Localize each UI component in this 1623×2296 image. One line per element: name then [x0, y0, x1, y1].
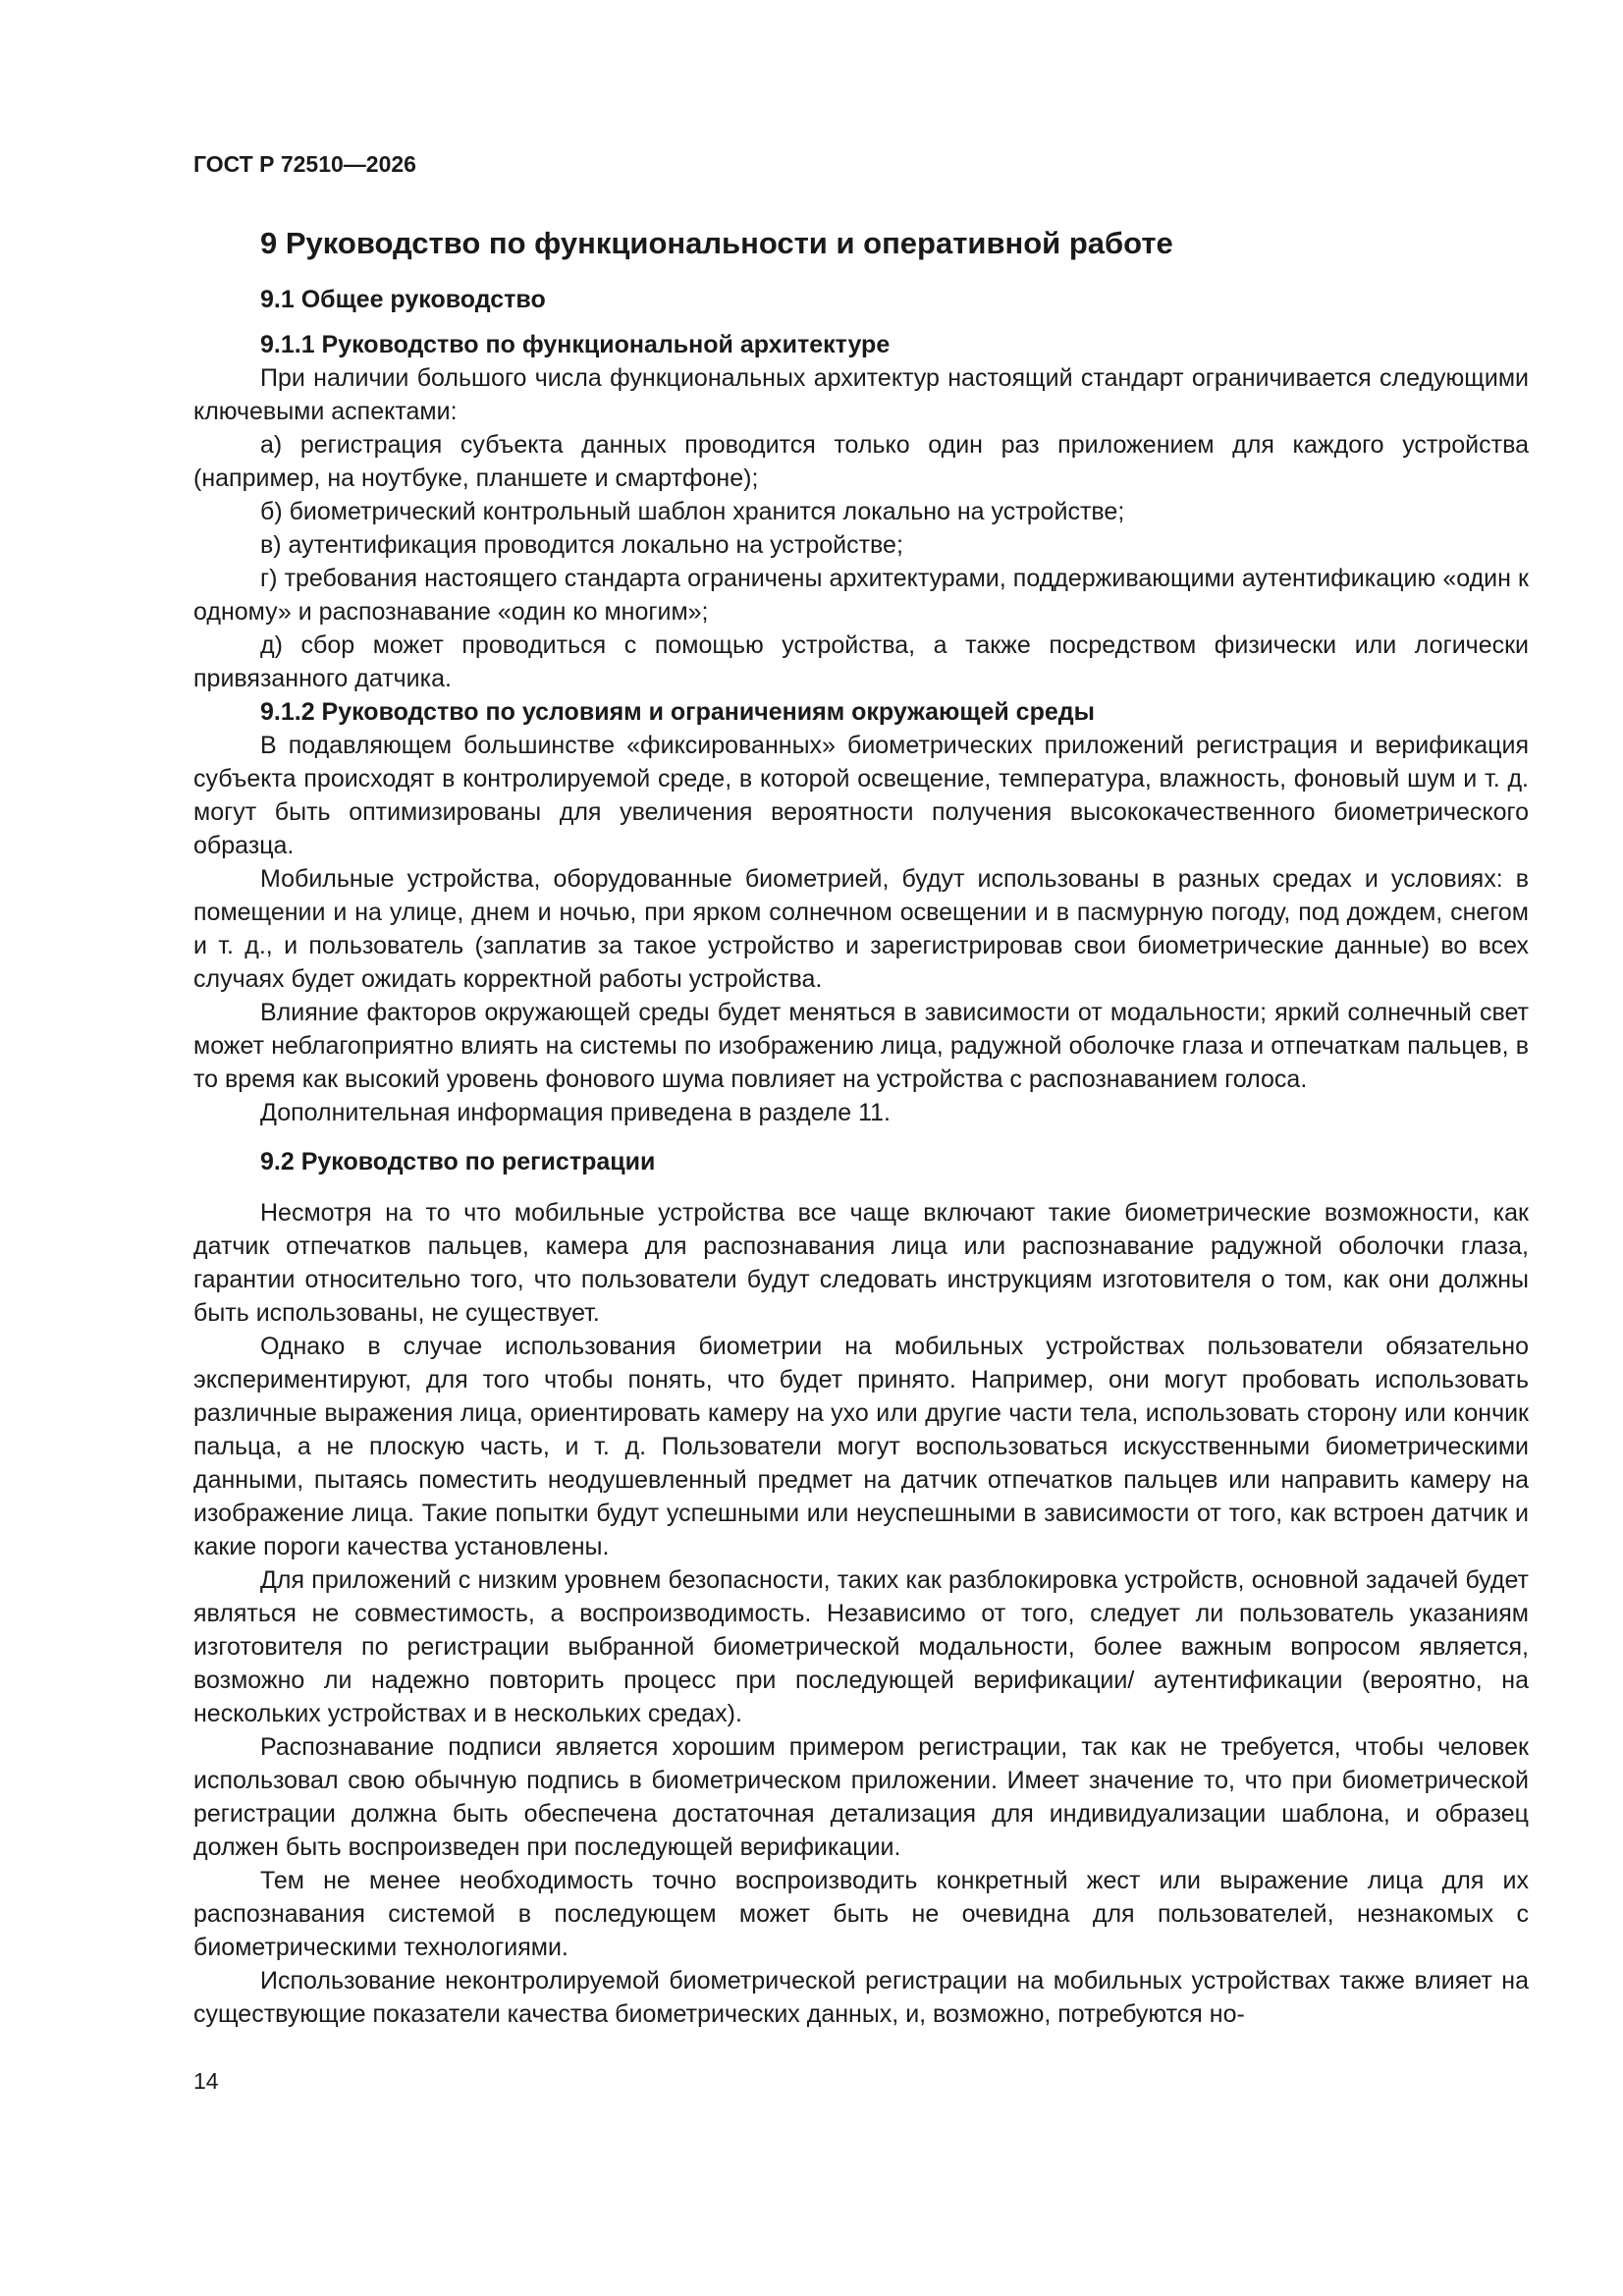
- list-item: д) сбор может проводиться с помощью устройства, а также посредством физически или логически привязанного датчика.: [193, 631, 1529, 692]
- document-code-header: ГОСТ Р 72510—2026: [193, 151, 416, 177]
- paragraph: Однако в случае использования биометрии на мобильных устройствах пользователи обязательно экспериментируют, для того чтобы понять, что будет принято. Например, они могут пробовать использовать различные выражения лица, ориентировать камеру на ухо или другие части тела, использовать сторону или кончик пальца, а не плоскую часть, и т. д. Пользователи могут воспользоваться искусственными биометрическими данными, пытаясь поместить неодушевленный предмет на датчик отпечатков пальцев или направить камеру на изображение лица. Такие попытки будут успешными или неуспешными в зависимости от того, как встроен датчик и какие пороги качества установлены.: [193, 1333, 1529, 1560]
- list-item: а) регистрация субъекта данных проводится только один раз приложением для каждого устройства (например, на ноутбуке, планшете и смартфоне);: [193, 431, 1529, 492]
- paragraph: При наличии большого числа функциональных архитектур настоящий стандарт ограничивается следующими ключевыми аспектами:: [193, 364, 1529, 425]
- section-9-2-title: 9.2 Руководство по регистрации: [260, 1148, 656, 1175]
- paragraph: Несмотря на то что мобильные устройства все чаще включают такие биометрические возможности, как датчик отпечатков пальцев, камера для распознавания лица или распознавание радужной оболочки глаза, гарантии относительно того, что пользователи будут следовать инструкциям изготовителя о том, как они должны быть использованы, не существует.: [193, 1199, 1529, 1327]
- paragraph: В подавляющем большинстве «фиксированных» биометрических приложений регистрация и верификация субъекта происходят в контролируемой среде, в которой освещение, температура, влажность, фоновый шум и т. д. могут быть оптимизированы для увеличения вероятности получения высококачественного биометрического образца.: [193, 732, 1529, 859]
- page-number: 14: [193, 2068, 219, 2094]
- list-item: б) биометрический контрольный шаблон хранится локально на устройстве;: [260, 498, 1125, 525]
- page-content: [193, 224, 1529, 2031]
- section-9-1-1-title: 9.1.1 Руководство по функциональной архитектуре: [260, 331, 891, 358]
- paragraph: Распознавание подписи является хорошим примером регистрации, так как не требуется, чтобы человек использовал свою обычную подпись в биометрическом приложении. Имеет значение то, что при биометрической регистрации должна быть обеспечена достаточная детализация для индивидуализации шаблона, и образец должен быть воспроизведен при последующей верификации.: [193, 1733, 1529, 1861]
- paragraph: Использование неконтролируемой биометрической регистрации на мобильных устройствах также влияет на существующие показатели качества биометрических данных, и, возможно, потребуются но-: [193, 1967, 1529, 2028]
- paragraph: Мобильные устройства, оборудованные биометрией, будут использованы в разных средах и условиях: в помещении и на улице, днем и ночью, при ярком солнечном освещении и в пасмурную погоду, под дождем, снегом и т. д., и пользователь (заплатив за такое устройство и зарегистрировав свои биометрические данные) во всех случаях будет ожидать корректной работы устройства.: [193, 865, 1529, 993]
- paragraph: Для приложений с низким уровнем безопасности, таких как разблокировка устройств, основной задачей будет являться не совместимость, а воспроизводимость. Независимо от того, следует ли пользователь указаниям изготовителя по регистрации выбранной биометрической модальности, более важным вопросом является, возможно ли надежно повторить процесс при последующей верификации/ аутентификации (вероятно, на нескольких устройствах и в нескольких средах).: [193, 1566, 1529, 1727]
- section-9-1-title: 9.1 Общее руководство: [260, 286, 546, 313]
- section-9-title: 9 Руководство по функциональности и оперативной работе: [260, 226, 1173, 260]
- paragraph: Тем не менее необходимость точно воспроизводить конкретный жест или выражение лица для их распознавания системой в последующем может быть не очевидна для пользователей, незнакомых с биометрическими технологиями.: [193, 1867, 1529, 1961]
- section-9-1-2-title: 9.1.2 Руководство по условиям и ограничениям окружающей среды: [260, 698, 1095, 726]
- list-item: в) аутентификация проводится локально на устройстве;: [260, 531, 903, 559]
- paragraph: Влияние факторов окружающей среды будет меняться в зависимости от модальности; яркий солнечный свет может неблагоприятно влиять на системы по изображению лица, радужной оболочке глаза и отпечаткам пальцев, в то время как высокий уровень фонового шума повлияет на устройства с распознаванием голоса.: [193, 999, 1529, 1093]
- list-item: г) требования настоящего стандарта ограничены архитектурами, поддерживающими аутентификацию «один к одному» и распознавание «один ко многим»;: [193, 565, 1529, 626]
- paragraph: Дополнительная информация приведена в разделе 11.: [260, 1099, 891, 1126]
